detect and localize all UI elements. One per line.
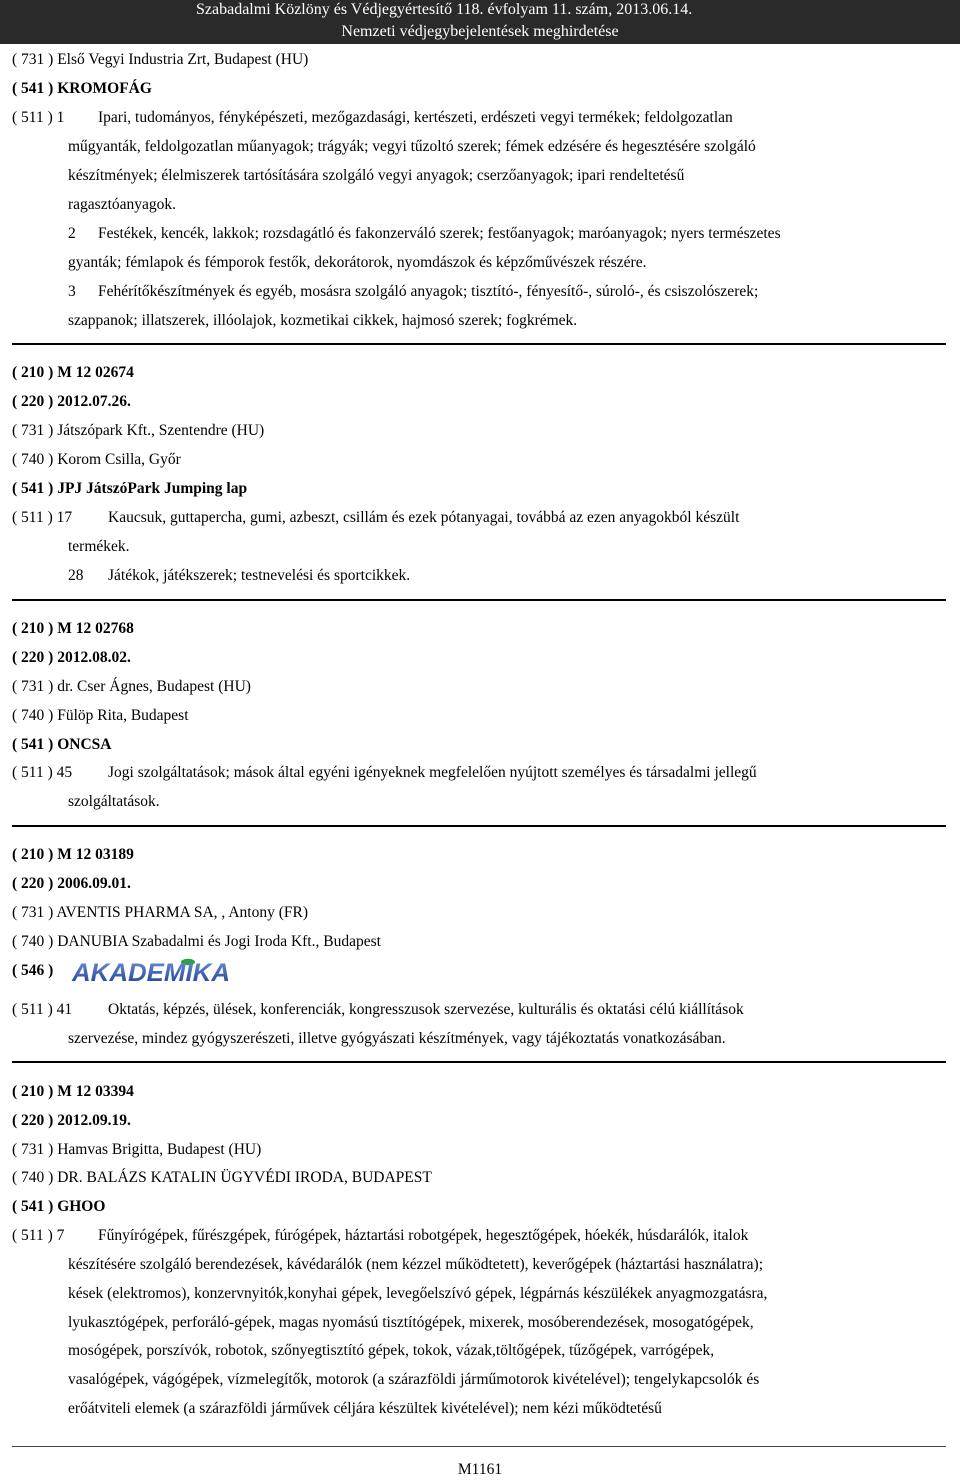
class-text: készítésére szolgáló berendezések, kávédarálók (nem kézzel működtetett), keverőgépek (háztartási használatra); [68, 1256, 763, 1273]
holder-field: ( 731 ) AVENTIS PHARMA SA, , Antony (FR) [12, 904, 308, 921]
class-text: lyukasztógépek, perforáló-gépek, magas nyomású tisztítógépek, mixerek, mosóberendezések, mosogatógépek, [68, 1314, 754, 1331]
application-number: ( 210 ) M 12 03189 [12, 846, 134, 863]
class-text: Festékek, kencék, lakkok; rozsdagátló és fakonzerváló szerek; festőanyagok; maróanyagok; nyers természetes [98, 225, 781, 242]
application-number: ( 210 ) M 12 03394 [12, 1083, 134, 1100]
class-text: ragasztóanyagok. [68, 196, 177, 213]
class-text: mosógépek, porszívók, robotok, szőnyegtisztító gépek, tokok, vázak,töltőgépek, tűzőgépek, varrógépek, [68, 1342, 715, 1359]
holder-field: ( 731 ) Hamvas Brigitta, Budapest (HU) [12, 1141, 262, 1158]
divider [12, 599, 946, 601]
class-number: 3 [68, 283, 76, 300]
trademark-field: ( 541 ) KROMOFÁG [12, 80, 152, 97]
journal-title: Szabadalmi Közlöny és Védjegyértesítő 118. évfolyam 11. szám, 2013.06.14. [196, 1, 693, 18]
filing-date: ( 220 ) 2012.09.19. [12, 1112, 131, 1129]
class-text: szervezése, mindez gyógyszerészeti, illetve gyógyászati készítmények, vagy tájékoztatás vonatkozásában. [68, 1030, 726, 1047]
representative-field: ( 740 ) DR. BALÁZS KATALIN ÜGYVÉDI IRODA, BUDAPEST [12, 1169, 432, 1186]
class-text: vasalógépek, vágógépek, vízmelegítők, motorok (a szárazföldi járműmotorok kivételével); tengelykapcsolók és [68, 1371, 760, 1388]
trademark-field: ( 541 ) ONCSA [12, 736, 112, 753]
logo-text: AKADEMIKA [70, 959, 230, 987]
akademika-logo [70, 953, 232, 987]
class-prefix: ( 511 ) 17 [12, 509, 73, 526]
divider [12, 825, 946, 827]
trademark-field: ( 541 ) JPJ JátszóPark Jumping lap [12, 480, 248, 497]
class-text: erőátviteli elemek (a szárazföldi járművek céljára készültek kivételével); nem kézi működtetésű [68, 1400, 662, 1417]
filing-date: ( 220 ) 2012.08.02. [12, 649, 131, 666]
holder-field: ( 731 ) Játszópark Kft., Szentendre (HU) [12, 422, 265, 439]
class-text: Kaucsuk, guttapercha, gumi, azbeszt, csillám és ezek pótanyagai, továbbá az ezen anyagokból készült [108, 509, 740, 526]
class-prefix: ( 511 ) 41 [12, 1001, 73, 1018]
page-header [0, 0, 960, 44]
footer-divider [12, 1446, 946, 1447]
filing-date: ( 220 ) 2012.07.26. [12, 393, 131, 410]
class-text: kések (elektromos), konzervnyitók,konyhai gépek, levegőelszívó gépek, légpárnás készülékek anyagmozgatásra, [68, 1285, 768, 1302]
class-text: műgyanták, feldolgozatlan műanyagok; trágyák; vegyi tűzoltó szerek; fémek edzésére és hegesztésére szolgáló [68, 138, 756, 155]
class-prefix: ( 511 ) 45 [12, 764, 73, 781]
class-text: szappanok; illatszerek, illóolajok, kozmetikai cikkek, hajmosó szerek; fogkrémek. [68, 312, 578, 329]
holder-field: ( 731 ) dr. Cser Ágnes, Budapest (HU) [12, 678, 251, 695]
divider [12, 343, 946, 345]
section-title: Nemzeti védjegybejelentések meghirdetése [341, 23, 619, 40]
application-number: ( 210 ) M 12 02674 [12, 364, 134, 381]
class-text: Fehérítőkészítmények és egyéb, mosásra szolgáló anyagok; tisztító-, fényesítő-, súroló-, és csiszolószerek; [98, 283, 759, 300]
class-text: szolgáltatások. [68, 793, 160, 810]
class-number: 2 [68, 225, 76, 242]
representative-field: ( 740 ) Fülöp Rita, Budapest [12, 707, 189, 724]
representative-field: ( 740 ) DANUBIA Szabadalmi és Jogi Iroda Kft., Budapest [12, 933, 381, 950]
holder-field: ( 731 ) Első Vegyi Industria Zrt, Budapest (HU) [12, 51, 309, 68]
divider [12, 1061, 946, 1063]
class-text: gyanták; fémlapok és fémporok festők, dekorátorok, nyomdászok és képzőművészek részére. [68, 254, 647, 271]
class-text: Játékok, játékszerek; testnevelési és sportcikkek. [108, 567, 411, 584]
class-text: Fűnyírógépek, fűrészgépek, fúrógépek, háztartási robotgépek, hegesztőgépek, hóekék, húsdarálók, italok [98, 1227, 749, 1244]
class-text: Ipari, tudományos, fényképészeti, mezőgazdasági, kertészeti, erdészeti vegyi termékek; feldolgozatlan [98, 109, 733, 126]
figurative-mark-label: ( 546 ) [12, 962, 54, 979]
class-prefix: ( 511 ) 7 [12, 1227, 65, 1244]
representative-field: ( 740 ) Korom Csilla, Győr [12, 451, 181, 468]
trademark-field: ( 541 ) GHOO [12, 1198, 106, 1215]
class-text: Oktatás, képzés, ülések, konferenciák, kongresszusok szervezése, kulturális és oktatási célú kiállítások [108, 1001, 744, 1018]
application-number: ( 210 ) M 12 02768 [12, 620, 134, 637]
class-text: készítmények; élelmiszerek tartósítására szolgáló vegyi anyagok; cserzőanyagok; ipari rendeltetésű [68, 167, 685, 184]
class-text: Jogi szolgáltatások; mások által egyéni igényeknek megfelelően nyújtott személyes és társadalmi jellegű [108, 764, 757, 781]
class-text: termékek. [68, 538, 130, 555]
class-number: 28 [68, 567, 84, 584]
filing-date: ( 220 ) 2006.09.01. [12, 875, 131, 892]
class-prefix: ( 511 ) 1 [12, 109, 65, 126]
page-number: M1161 [457, 1461, 503, 1478]
